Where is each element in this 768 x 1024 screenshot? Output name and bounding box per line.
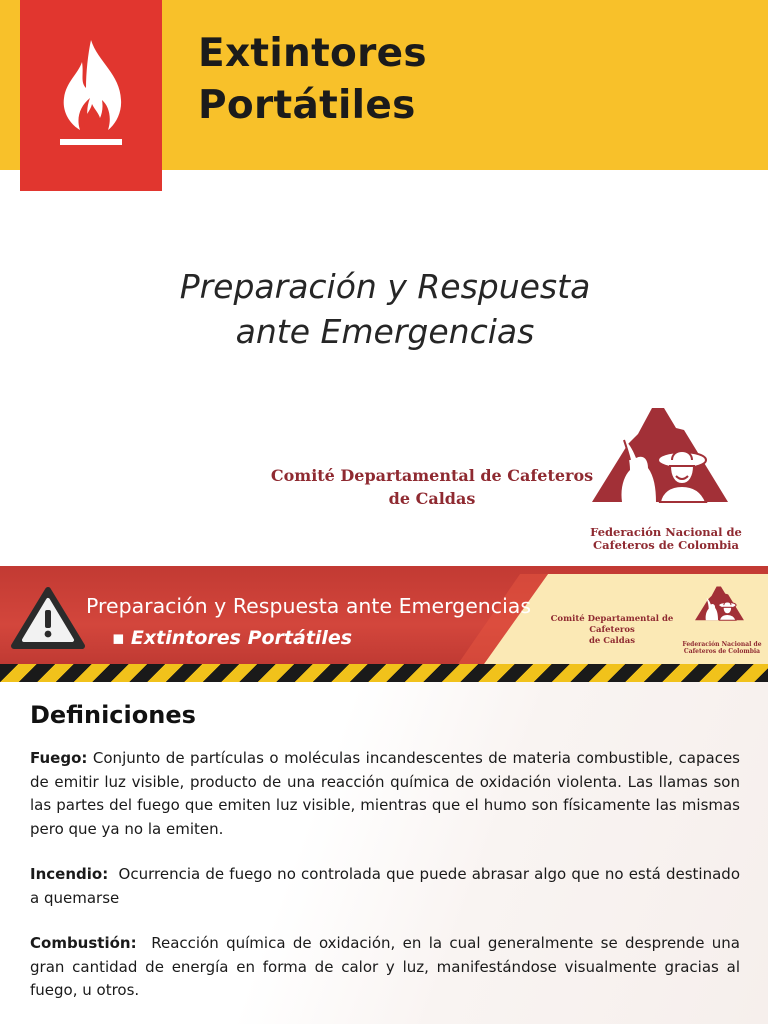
committee-line-2: de Caldas xyxy=(388,489,476,508)
title-line-1: Extintores xyxy=(198,31,427,76)
banner-subtitle xyxy=(112,624,352,652)
definition-combustion xyxy=(30,932,740,1003)
banner-committee-line-1: Comité Departamental de Cafeteros xyxy=(550,614,674,635)
definition-term: Fuego: xyxy=(30,749,88,767)
flammable-flame-icon xyxy=(20,0,162,191)
definition-incendio xyxy=(30,863,740,910)
banner-federation-line-1: Federación Nacional de xyxy=(682,641,762,648)
banner-federation-logo xyxy=(690,584,754,640)
banner-committee-line-2: de Caldas xyxy=(588,636,636,646)
committee-line-1: Comité Departamental de Cafeteros xyxy=(270,466,594,485)
subtitle-line-1: Preparación y Respuesta xyxy=(179,267,591,306)
federation-line-2: Cafeteros de Colombia xyxy=(593,538,739,552)
definitions-slide xyxy=(0,566,768,1024)
hazard-stripe xyxy=(0,664,768,682)
definition-term: Incendio: xyxy=(30,865,109,883)
subtitle-line-2: ante Emergencias xyxy=(235,312,535,351)
page-title xyxy=(198,28,427,132)
federation-name xyxy=(574,526,758,552)
banner-subtitle-text: Extintores Portátiles xyxy=(130,627,353,649)
banner-federation-name xyxy=(680,641,764,655)
banner-federation-line-2: Cafeteros de Colombia xyxy=(683,648,761,655)
federation-line-1: Federación Nacional de xyxy=(590,525,742,539)
definition-fuego xyxy=(30,747,740,841)
title-line-2: Portátiles xyxy=(198,83,416,128)
definition-text: Ocurrencia de fuego no controlada que puede abrasar algo que no está destinado a quemarse xyxy=(30,865,740,907)
banner-title: Preparación y Respuesta ante Emergencias xyxy=(86,594,532,618)
definition-text: Conjunto de partículas o moléculas incandescentes de materia combustible, capaces de emitir luz visible, producto de una reacción química de oxidación violenta. Las llamas son las partes del fuego que emiten luz visible, mientras que el humo son físicamente las mismas pero que ya no la emiten. xyxy=(30,749,740,838)
flammable-tile xyxy=(20,0,162,191)
definition-text: Reacción química de oxidación, en la cual generalmente se desprende una gran cantidad de energía en forma de calor y luz, manifestándose visualmente gracias al fuego, u otros. xyxy=(30,934,740,999)
warning-exclamation-icon xyxy=(10,586,86,652)
banner-committee-name xyxy=(532,614,692,647)
bullet-mark: ▪ xyxy=(112,627,125,649)
committee-name xyxy=(262,464,602,510)
cover-subtitle xyxy=(120,264,650,354)
definition-term: Combustión: xyxy=(30,934,137,952)
section-title: Definiciones xyxy=(30,701,196,729)
